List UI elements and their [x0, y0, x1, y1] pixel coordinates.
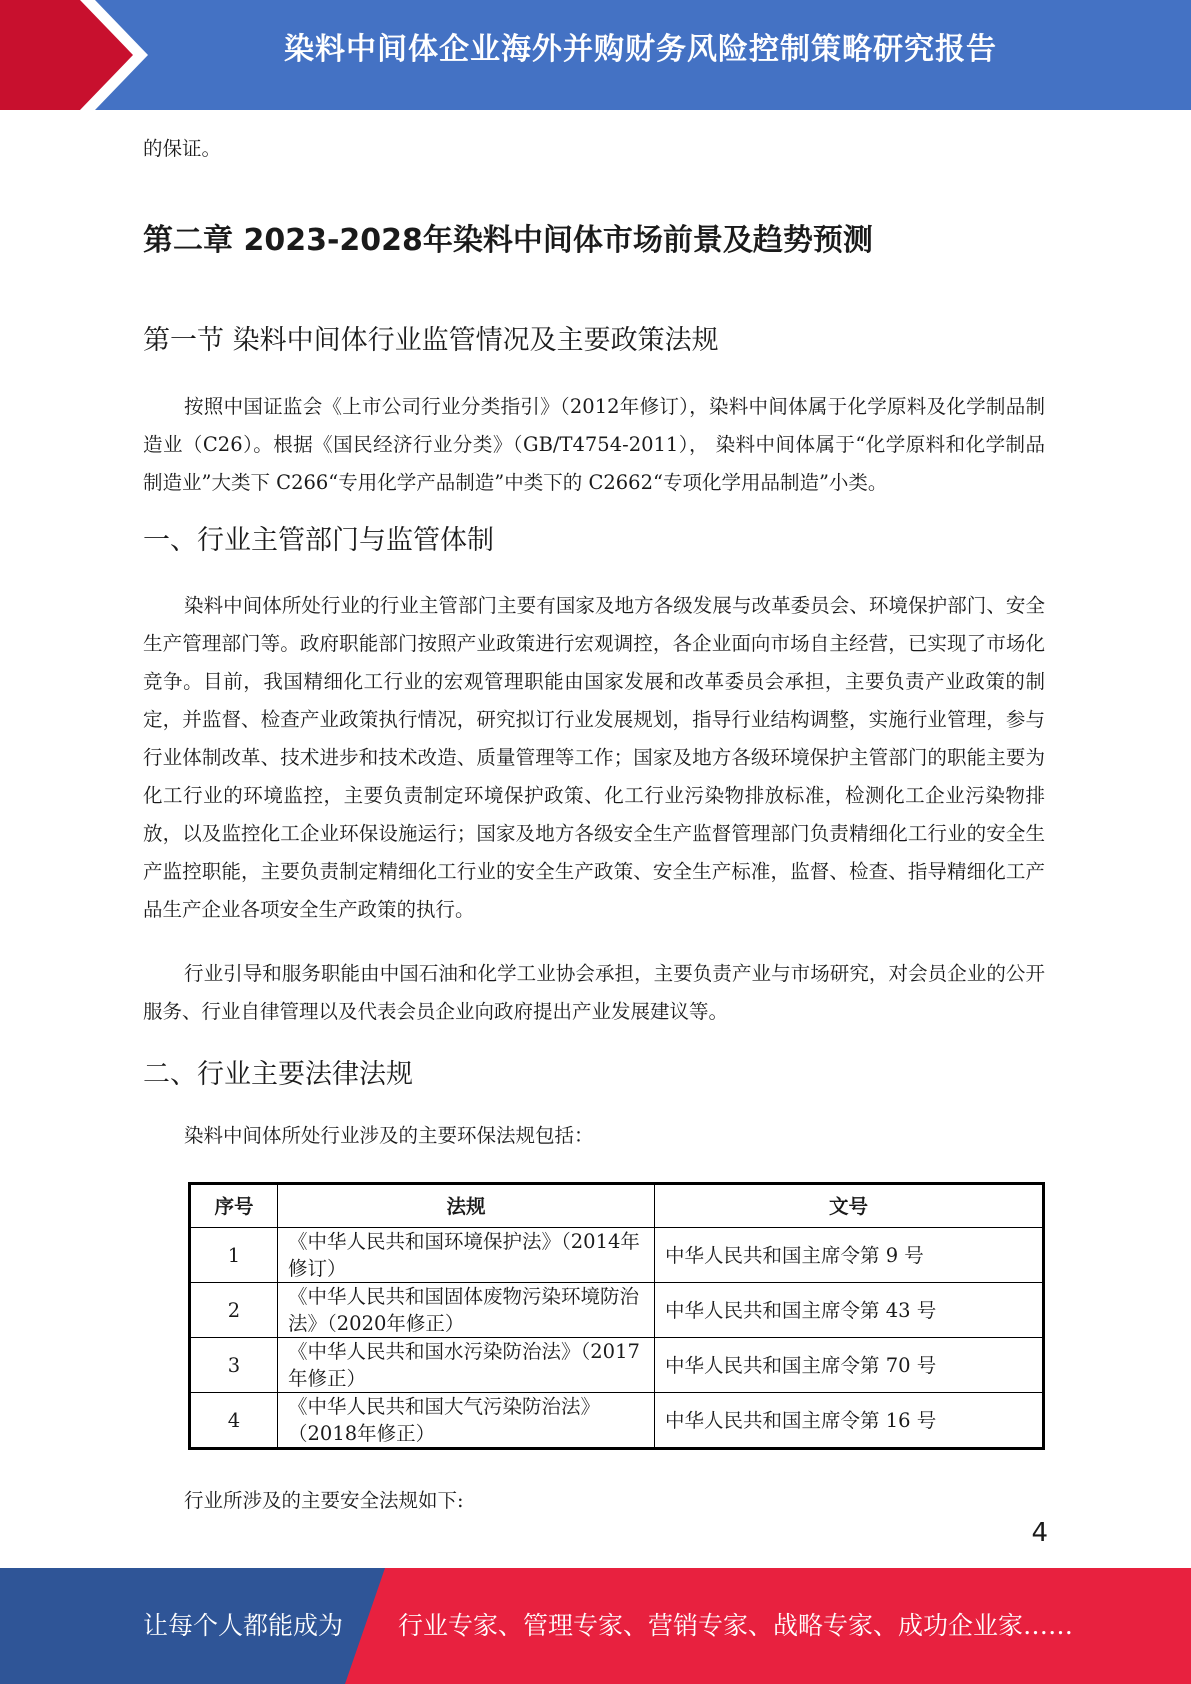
column-header-number: 序号: [190, 1184, 278, 1228]
row-doc: 中华人民共和国主席令第 16 号: [655, 1393, 1044, 1449]
table-row: [190, 1283, 1044, 1338]
subtitle-regulators: 一、行业主管部门与监管体制: [143, 525, 494, 556]
row-doc: 中华人民共和国主席令第 70 号: [655, 1338, 1044, 1393]
row-number: 4: [190, 1393, 278, 1449]
table-row: [190, 1228, 1044, 1283]
chapter-title: 第二章 2023-2028年染料中间体市场前景及趋势预测: [143, 223, 873, 258]
row-number: 2: [190, 1283, 278, 1338]
paragraph-classification: 按照中国证监会《上市公司行业分类指引》（2012年修订），染料中间体属于化学原料及化学制品制造业（C26）。根据《国民经济行业分类》（GB/T4754-2011）， 染料中间体属于“化学原料和化学制品制造业”大类下 C266“专用化学产品制造”中类下的 C2662“专项化学用品制造”小类。: [143, 395, 1045, 494]
row-doc: 中华人民共和国主席令第 43 号: [655, 1283, 1044, 1338]
page-number: 4: [1031, 1518, 1048, 1548]
footer-slogan-right: 行业专家、管理专家、营销专家、战略专家、成功企业家……: [398, 1611, 1074, 1640]
row-number: 1: [190, 1228, 278, 1283]
column-header-doc: 文号: [655, 1184, 1044, 1228]
row-law: 《中华人民共和国环境保护法》（2014年修订）: [278, 1228, 655, 1283]
paragraph-safety-intro: 行业所涉及的主要安全法规如下:: [184, 1489, 464, 1512]
page-header: [0, 0, 1191, 110]
row-law: 《中华人民共和国水污染防治法》（2017年修正）: [278, 1338, 655, 1393]
environmental-laws-table: [188, 1182, 1045, 1450]
page-footer: [0, 1568, 1191, 1684]
row-law: 《中华人民共和国大气污染防治法》（2018年修正）: [278, 1393, 655, 1449]
table-row: [190, 1393, 1044, 1449]
subtitle-laws: 二、行业主要法律法规: [143, 1059, 413, 1090]
section-title: 第一节 染料中间体行业监管情况及主要政策法规: [143, 325, 719, 356]
header-ribbon-icon: [0, 0, 160, 110]
paragraph-env-intro: 染料中间体所处行业涉及的主要环保法规包括：: [184, 1124, 594, 1147]
column-header-law: 法规: [278, 1184, 655, 1228]
row-law: 《中华人民共和国固体废物污染环境防治法》（2020年修正）: [278, 1283, 655, 1338]
footer-slogan-left: 让每个人都能成为: [143, 1611, 344, 1640]
table-header-row: [190, 1184, 1044, 1228]
lead-line: 的保证。: [143, 137, 222, 160]
row-doc: 中华人民共和国主席令第 9 号: [655, 1228, 1044, 1283]
table-row: [190, 1338, 1044, 1393]
row-number: 3: [190, 1338, 278, 1393]
paragraph-association: 行业引导和服务职能由中国石油和化学工业协会承担，主要负责产业与市场研究，对会员企业的公开服务、行业自律管理以及代表会员企业向政府提出产业发展建议等。: [143, 962, 1045, 1023]
header-title: 染料中间体企业海外并购财务风险控制策略研究报告: [284, 32, 997, 67]
paragraph-regulators: 染料中间体所处行业的行业主管部门主要有国家及地方各级发展与改革委员会、环境保护部门、安全生产管理部门等。政府职能部门按照产业政策进行宏观调控，各企业面向市场自主经营，已实现了市场化竞争。目前，我国精细化工行业的宏观管理职能由国家发展和改革委员会承担，主要负责产业政策的制定，并监督、检查产业政策执行情况，研究拟订行业发展规划，指导行业结构调整，实施行业管理，参与行业体制改革、技术进步和技术改造、质量管理等工作；国家及地方各级环境保护主管部门的职能主要为化工行业的环境监控，主要负责制定环境保护政策、化工行业污染物排放标准，检测化工企业污染物排放，以及监控化工企业环保设施运行；国家及地方各级安全生产监督管理部门负责精细化工行业的安全生产监控职能，主要负责制定精细化工行业的安全生产政策、安全生产标准，监督、检查、指导精细化工产品生产企业各项安全生产政策的执行。: [143, 594, 1045, 921]
